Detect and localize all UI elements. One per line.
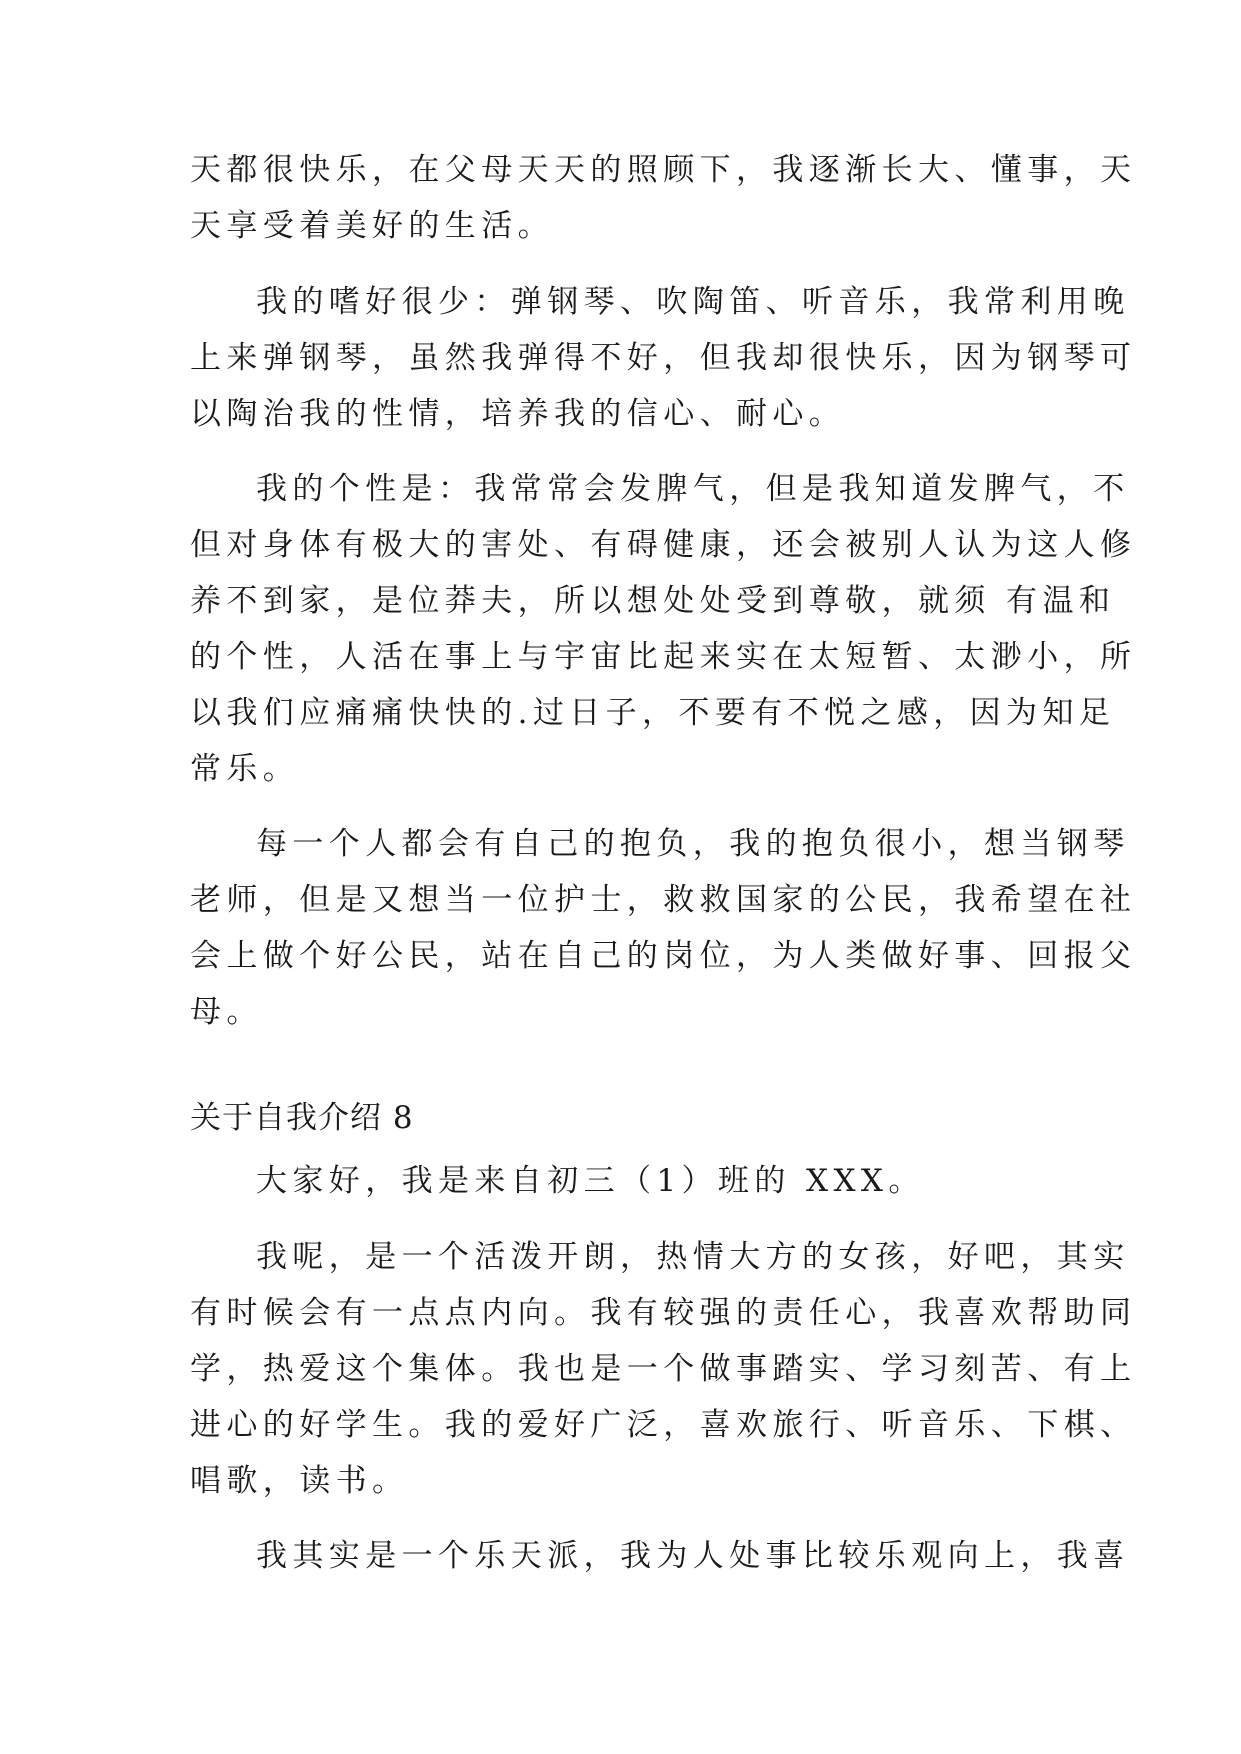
- text-line: 常乐。: [190, 751, 300, 787]
- text-line: 上来弹钢琴，虽然我弹得不好，但我却很快乐，因为钢琴可: [190, 340, 1137, 376]
- text-line: 学，热爱这个集体。我也是一个做事踏实、学习刻苦、有上: [190, 1351, 1137, 1387]
- paragraph-first-line: 我的嗜好很少：弹钢琴、吹陶笛、听音乐，我常利用晚: [256, 284, 1130, 320]
- paragraph-first-line: 我的个性是：我常常会发脾气，但是我知道发脾气，不: [256, 471, 1130, 507]
- text-line: 但对身体有极大的害处、有碍健康，还会被别人认为这人修: [190, 527, 1137, 563]
- text-line: 进心的好学生。我的爱好广泛，喜欢旅行、听音乐、下棋、: [190, 1407, 1137, 1443]
- section-heading: 关于自我介绍 8: [190, 1100, 414, 1136]
- text-line: 天享受着美好的生活。: [190, 208, 554, 244]
- text-line: 母。: [190, 994, 263, 1030]
- text-line: 天都很快乐，在父母天天的照顾下，我逐渐长大、懂事，天: [190, 152, 1137, 188]
- paragraph-first-line: 我呢，是一个活泼开朗，热情大方的女孩，好吧，其实: [256, 1239, 1130, 1275]
- text-line: 唱歌，读书。: [190, 1463, 409, 1499]
- text-line: 会上做个好公民，站在自己的岗位，为人类做好事、回报父: [190, 938, 1137, 974]
- text-line: 养不到家，是位莽夫，所以想处处受到尊敬，就须 有温和: [190, 583, 1116, 619]
- text-line: 有时候会有一点点内向。我有较强的责任心，我喜欢帮助同: [190, 1295, 1137, 1331]
- paragraph-first-line: 每一个人都会有自己的抱负，我的抱负很小，想当钢琴: [256, 826, 1130, 862]
- text-line: 以我们应痛痛快快的.过日子，不要有不悦之感，因为知足: [190, 695, 1116, 731]
- text-line: 的个性，人活在事上与宇宙比起来实在太短暂、太渺小，所: [190, 639, 1137, 675]
- text-line: 以陶治我的性情，培养我的信心、耐心。: [190, 396, 846, 432]
- text-line: 老师，但是又想当一位护士，救救国家的公民，我希望在社: [190, 882, 1137, 918]
- paragraph-first-line: 我其实是一个乐天派，我为人处事比较乐观向上，我喜: [256, 1538, 1130, 1574]
- paragraph-first-line: 大家好，我是来自初三（1）班的 XXX。: [256, 1163, 925, 1199]
